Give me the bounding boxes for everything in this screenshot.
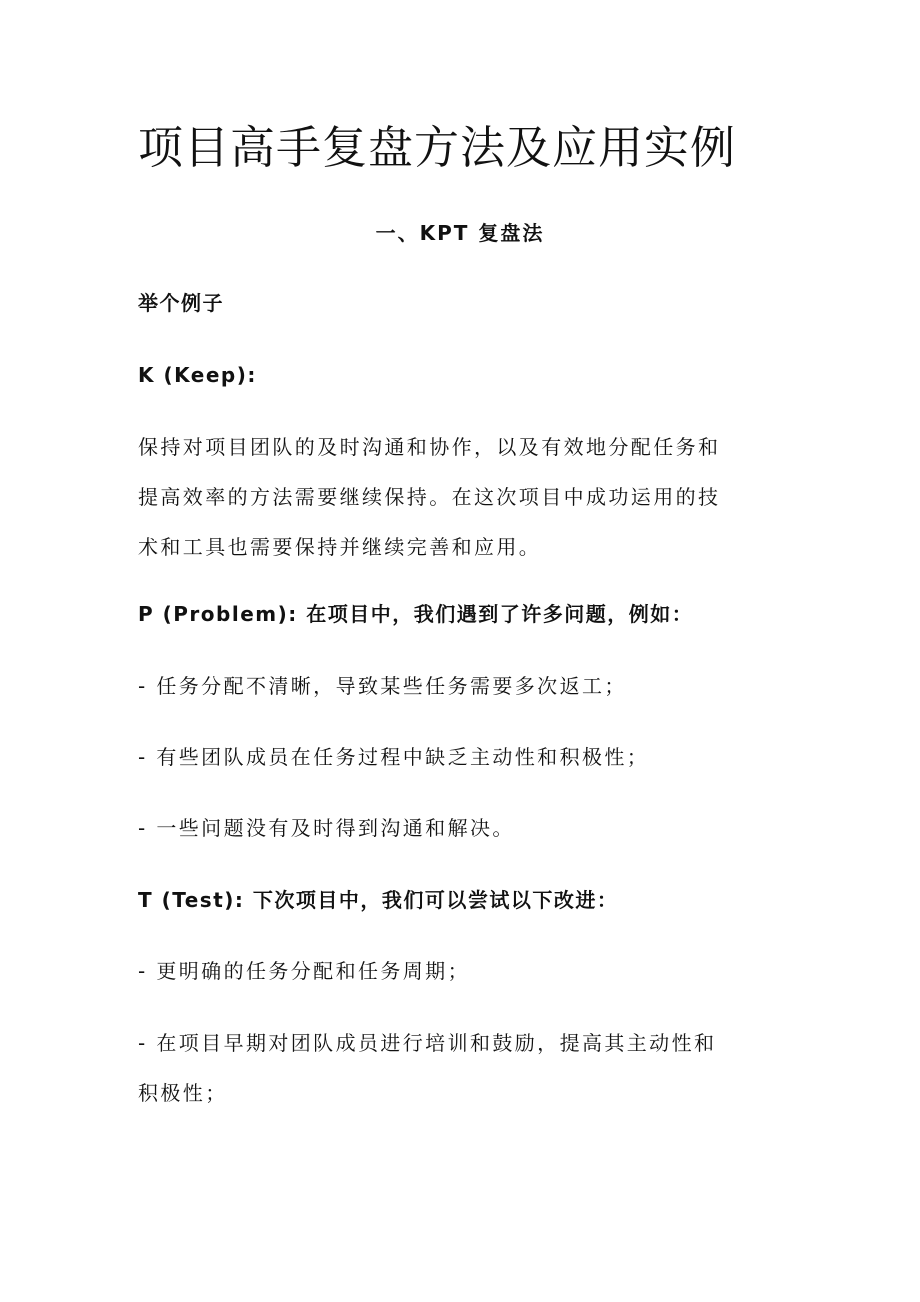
keep-line: 术和工具也需要保持并继续完善和应用。 [138,535,542,559]
document-title: 项目高手复盘方法及应用实例 [138,121,737,174]
keep-line: 提高效率的方法需要继续保持。在这次项目中成功运用的技 [138,485,721,509]
example-label: 举个例子 [138,291,224,315]
section-heading: 一、KPT 复盘法 [375,221,545,245]
keep-line: 保持对项目团队的及时沟通和协作，以及有效地分配任务和 [138,435,721,459]
problem-item: - 有些团队成员在任务过程中缺乏主动性和积极性； [138,745,650,769]
try-item-line: - 在项目早期对团队成员进行培训和鼓励，提高其主动性和 [138,1031,717,1055]
problem-item: - 任务分配不清晰，导致某些任务需要多次返工； [138,674,627,698]
keep-paragraph [138,422,788,572]
try-item-line: 积极性； [138,1081,228,1105]
problem-item: - 一些问题没有及时得到沟通和解决。 [138,816,515,840]
try-heading: T (Test): 下次项目中，我们可以尝试以下改进： [138,888,619,912]
try-item: - 更明确的任务分配和任务周期； [138,959,470,983]
keep-heading: K (Keep): [138,363,257,387]
try-item-wrapped [138,1018,788,1118]
problem-heading: P (Problem): 在项目中，我们遇到了许多问题，例如： [138,602,694,626]
